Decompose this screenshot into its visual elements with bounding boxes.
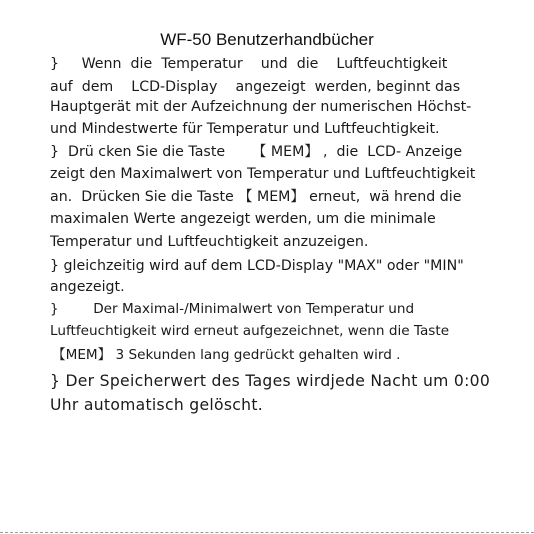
page-title: WF-50 Benutzerhandbücher xyxy=(160,30,374,49)
text-line: Temperatur und Luftfeuchtigkeit anzuzeigen. xyxy=(50,234,369,250)
text-line: } Wenn die Temperatur und die Luftfeuchtigkeit xyxy=(50,56,448,72)
text-line: 【MEM】 3 Sekunden lang gedrückt gehalten wird . xyxy=(52,347,401,363)
text-line: Luftfeuchtigkeit wird erneut aufgezeichnet, wenn die Taste xyxy=(50,323,450,339)
text-line: } Der Maximal-/Minimalwert von Temperatur und xyxy=(50,301,415,317)
text-line: auf dem LCD-Display angezeigt werden, beginnt das xyxy=(50,79,461,95)
text-line: maximalen Werte angezeigt werden, um die minimale xyxy=(50,211,436,227)
text-line: } gleichzeitig wird auf dem LCD-Display "MAX" oder "MIN" xyxy=(50,258,464,274)
text-line: an. Drücken Sie die Taste 【 MEM】 erneut, wä hrend die xyxy=(50,189,462,205)
text-line: angezeigt. xyxy=(50,279,125,295)
text-line: } Drü cken Sie die Taste 【 MEM】 , die LCD- Anzeige xyxy=(50,144,463,160)
text-line: Hauptgerät mit der Aufzeichnung der numerischen Höchst- xyxy=(50,99,472,115)
text-line: } Der Speicherwert des Tages wirdjede Nacht um 0:00 xyxy=(50,372,491,390)
text-line: zeigt den Maximalwert von Temperatur und Luftfeuchtigkeit xyxy=(50,166,476,182)
text-line: Uhr automatisch gelöscht. xyxy=(50,396,264,414)
text-line: und Mindestwerte für Temperatur und Luftfeuchtigkeit. xyxy=(50,121,440,137)
